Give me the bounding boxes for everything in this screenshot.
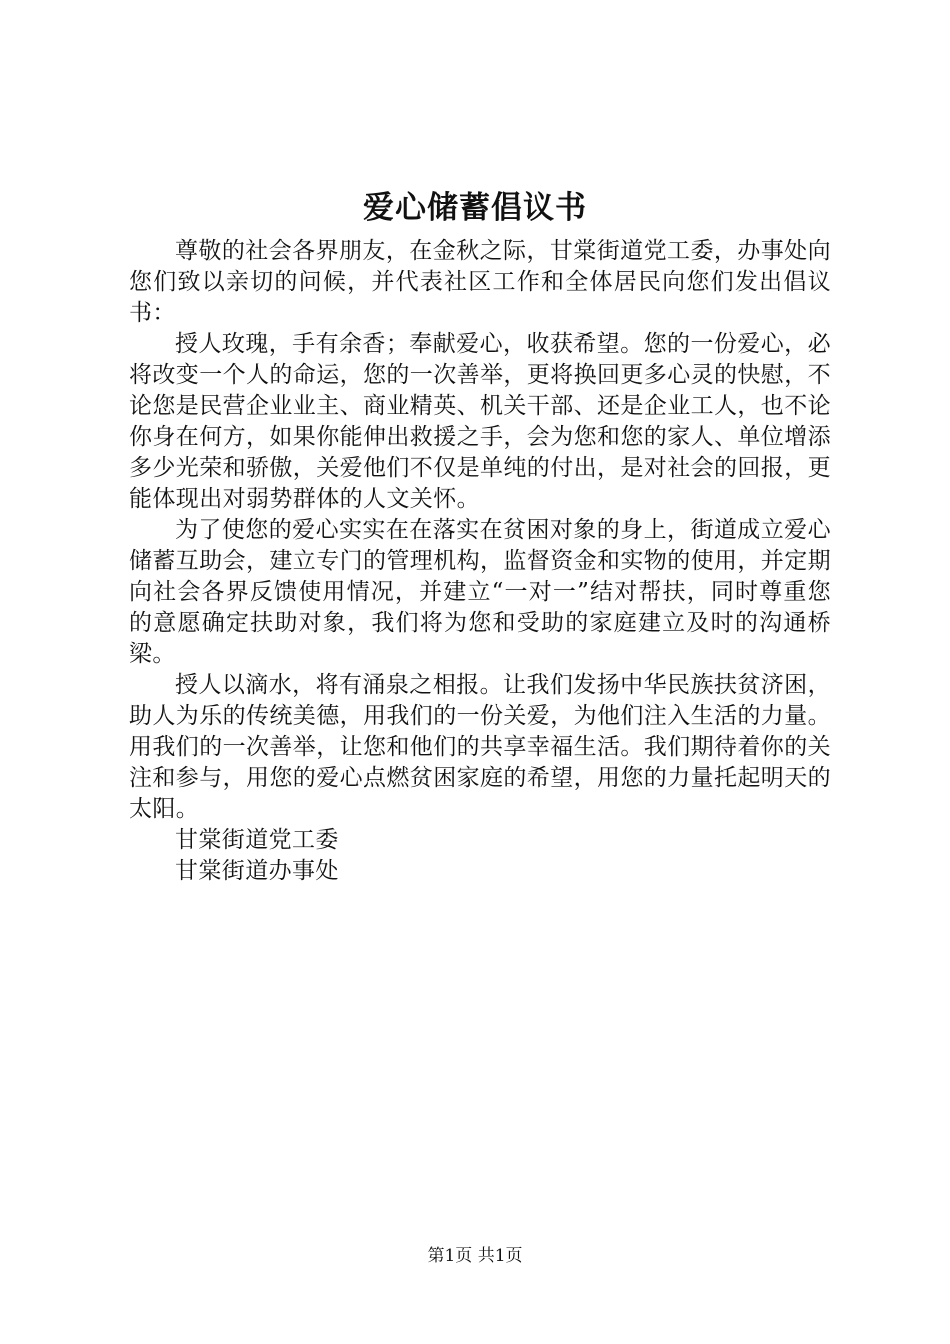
document-title: 爱心储蓄倡议书 [363, 190, 587, 226]
page-number-footer: 第1页 共1页 [427, 1246, 523, 1266]
signature-office: 甘棠街道办事处 [175, 858, 339, 884]
paragraph-mechanism: 为了使您的爱心实实在在落实在贫困对象的身上，街道成立爱心储蓄互助会，建立专门的管理机构，监督资金和实物的使用，并定期向社会各界反馈使用情况，并建立“一对一”结对帮扶，同时尊重您的意愿确定扶助对象，我们将为您和受助的家庭建立及时的沟通桥梁。 [129, 517, 831, 667]
document-body [129, 236, 831, 887]
paragraph-greeting: 尊敬的社会各界朋友，在金秋之际，甘棠街道党工委，办事处向您们致以亲切的问候，并代表社区工作和全体居民向您们发出倡议书： [129, 238, 831, 326]
signature-party-committee: 甘棠街道党工委 [175, 827, 339, 853]
paragraph-closing: 授人以滴水，将有涌泉之相报。让我们发扬中华民族扶贫济困，助人为乐的传统美德，用我们的一份关爱，为他们注入生活的力量。用我们的一次善举，让您和他们的共享幸福生活。我们期待着你的关注和参与，用您的爱心点燃贫困家庭的希望，用您的力量托起明天的太阳。 [129, 672, 831, 822]
paragraph-appeal: 授人玫瑰，手有余香；奉献爱心，收获希望。您的一份爱心，必将改变一个人的命运，您的一次善举，更将换回更多心灵的快慰，不论您是民营企业业主、商业精英、机关干部、还是企业工人，也不论你身在何方，如果你能伸出救援之手，会为您和您的家人、单位增添多少光荣和骄傲，关爱他们不仅是单纯的付出，是对社会的回报，更能体现出对弱势群体的人文关怀。 [129, 331, 831, 512]
